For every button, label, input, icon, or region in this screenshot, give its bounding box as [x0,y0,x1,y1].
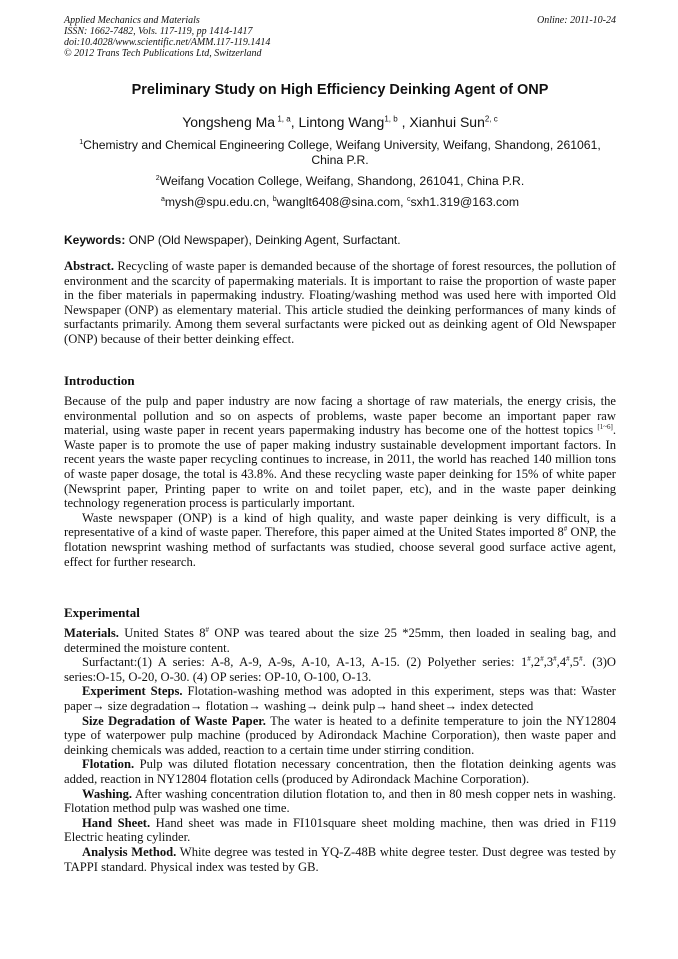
experimental-heading: Experimental [64,605,140,620]
author-2: Lintong Wang [298,114,385,130]
email-c-sup: c [406,195,411,203]
issn: ISSN: 1662-7482, Vols. 117-119, pp 1414-1417 [64,26,253,37]
surfactant-paragraph [64,655,616,684]
abstract [64,259,616,347]
email-a: mysh@spu.edu.cn, [164,195,273,209]
introduction-heading: Introduction [64,373,135,388]
copyright: © 2012 Trans Tech Publications Ltd, Switzerland [64,48,262,59]
surf-text-a: Surfactant:(1) A series: A-8, A-9, A-9s, A-10, A-13, A-15. (2) Polyether series: 1 [82,655,528,670]
intro-p2-sup: # [563,525,568,534]
author-1: Yongsheng Ma [182,114,276,130]
materials-text-b: ONP was teared about the size 25 *25mm, then loaded in sealing bag, and determined the moisture content. [64,626,616,655]
keywords [64,233,616,247]
affiliation-2-text: Weifang Vocation College, Weifang, Shandong, 261041, China P.R. [159,174,525,188]
surf-text-f: . (3)O series:O-15, O-20, O-30. (4) OP series: OP-10, O-100, O-13. [64,655,617,684]
surf-sup-4: # [566,655,570,663]
materials-text-a: United States 8 [118,626,206,640]
flotation-paragraph [64,757,616,786]
abstract-text: Recycling of waste paper is demanded because of the shortage of forest resources, the pollution of environment and the scarcity of papermaking materials. It is important to raise the proportion of waste paper in the fiber materials in papermaking industry. Floating/washing method was used here with imported Old Newspaper (ONP) as elementary material. This article studied the deinking performances of many kinds of surfactants primarily. Among them several surfactants were picked out as deinking agent of Old Newspaper (ONP) because of their better deinking effect. [64,259,616,346]
surf-sup-2: # [540,655,544,663]
affiliation-1 [64,138,616,168]
journal-header [64,15,616,59]
author-3: Xianhui Sun [409,114,485,130]
washing-label: Washing. [82,786,133,801]
surf-sup-1: # [527,655,531,663]
flotation-label: Flotation. [82,757,135,772]
analysis-label: Analysis Method. [82,844,177,859]
intro-p2-text-b: ONP, the flotation newsprint washing method of surfactants was studied, choose several good surface active agent, effect for further research. [64,525,616,569]
author-2-sup: 1, b [384,114,398,124]
size-degradation-text: The water is heated to a definite temperature to join the NY12804 type of waterpower pulp machine (produced by Adirondack Machine Corporation), then waste paper and deinking chemicals was added, reaction to a certain time under stirring condition. [64,713,617,757]
email-b-sup: b [272,195,277,203]
intro-p1-text-a: Because of the pulp and paper industry are now facing a shortage of raw materials, the energy crisis, the environmental pollution and so on aspects of problems, waste paper become an important paper raw material, using waste paper in recent years papermaking industry has become one of the hottest topics [64,394,616,438]
journal-name: Applied Mechanics and Materials [64,15,200,26]
introduction-body [64,394,616,569]
steps-label: Experiment Steps. [82,684,183,699]
abstract-label: Abstract. [64,259,115,273]
size-degradation-paragraph [64,714,616,758]
hand-sheet-text: Hand sheet was made in FI101square sheet molding machine, then was dried in F119 Electric heating cylinder. [64,815,617,845]
analysis-text: White degree was tested in YQ-Z-48B white degree tester. Dust degree was tested by TAPPI standard. Physical index was tested by GB. [64,844,616,874]
affiliation-1-line2: China P.R. [311,153,369,167]
materials-sup: # [205,625,210,634]
paper-title: Preliminary Study on High Efficiency Deinking Agent of ONP [131,82,549,98]
keywords-label: Keywords: [64,233,126,247]
intro-paragraph-2 [64,511,616,569]
materials-paragraph [64,626,616,655]
surf-sup-3: # [553,655,557,663]
keywords-text: ONP (Old Newspaper), Deinking Agent, Surfactant. [125,233,401,247]
author-emails [64,195,616,210]
intro-p1-ref: [1~6] [597,423,613,431]
surf-text-c: ,3 [543,655,554,670]
analysis-paragraph [64,845,616,874]
washing-paragraph [64,787,616,816]
intro-p1-text-b: . Waste paper is to promote the use of paper making industry sustainable development important factors. In recent years the waste paper recycling continues to increase, in 2011, the world has reached 140 million tons of waste paper dosage, the total is 43.8%. And these recycling waste paper deinking for 15% of white paper (Newsprint paper, Printing paper to write on and toilet paper, etc), and in the waste paper deinking technology regeneration process is particularly important. [64,423,616,511]
affiliation-1-line1: Chemistry and Chemical Engineering College, Weifang University, Weifang, Shandong, 261061, [83,138,601,152]
size-degradation-label: Size Degradation of Waste Paper. [82,713,266,728]
affiliation-2-sup: 2 [155,174,160,182]
email-c: sxh1.319@163.com [410,195,520,209]
surf-text-e: ,5 [569,655,580,670]
intro-p2-text-a: Waste newspaper (ONP) is a kind of high quality, and waste paper deinking is very difficult, is a representative of a kind of waste paper. Therefore, this paper aimed at the United States imported 8 [64,510,616,540]
materials-label: Materials. [64,626,119,640]
hand-sheet-paragraph [64,816,616,845]
author-1-sup: 1, a [277,114,291,124]
email-b: wanglt6408@sina.com, [276,195,407,209]
surf-sup-5: # [579,655,583,663]
intro-paragraph-1 [64,394,616,511]
experimental-body [64,626,616,874]
hand-sheet-label: Hand Sheet. [82,815,151,830]
email-a-sup: a [160,195,165,203]
doi: doi:10.4028/www.scientific.net/AMM.117-119.1414 [64,37,271,48]
author-3-sup: 2, c [484,114,498,124]
online-date: Online: 2011-10-24 [537,15,616,26]
affiliation-1-sup: 1 [79,138,84,146]
surf-text-d: ,4 [556,655,567,670]
surf-text-b: ,2 [530,655,541,670]
washing-text: After washing concentration dilution flotation to, and then in 80 mesh copper nets in washing. Flotation method pulp was washed one time. [64,786,616,816]
affiliation-2 [64,174,616,189]
steps-paragraph [64,684,616,713]
steps-text: Flotation-washing method was adopted in this experiment, steps was that: Waster paper→ size degradation→ flotation→ washing→ deink pulp→ hand sheet→ index detected [64,684,616,713]
flotation-text: Pulp was diluted flotation necessary concentration, then the flotation deinking agents was added, reaction in NY12804 flotation cells (produced by Adirondack Machine Corporation). [64,757,616,786]
author-list: Yongsheng Ma $^{1, a}$, Lintong Wang$^{1, b}$ , Xianhui Sun$^{2, c}$ [182,114,498,130]
